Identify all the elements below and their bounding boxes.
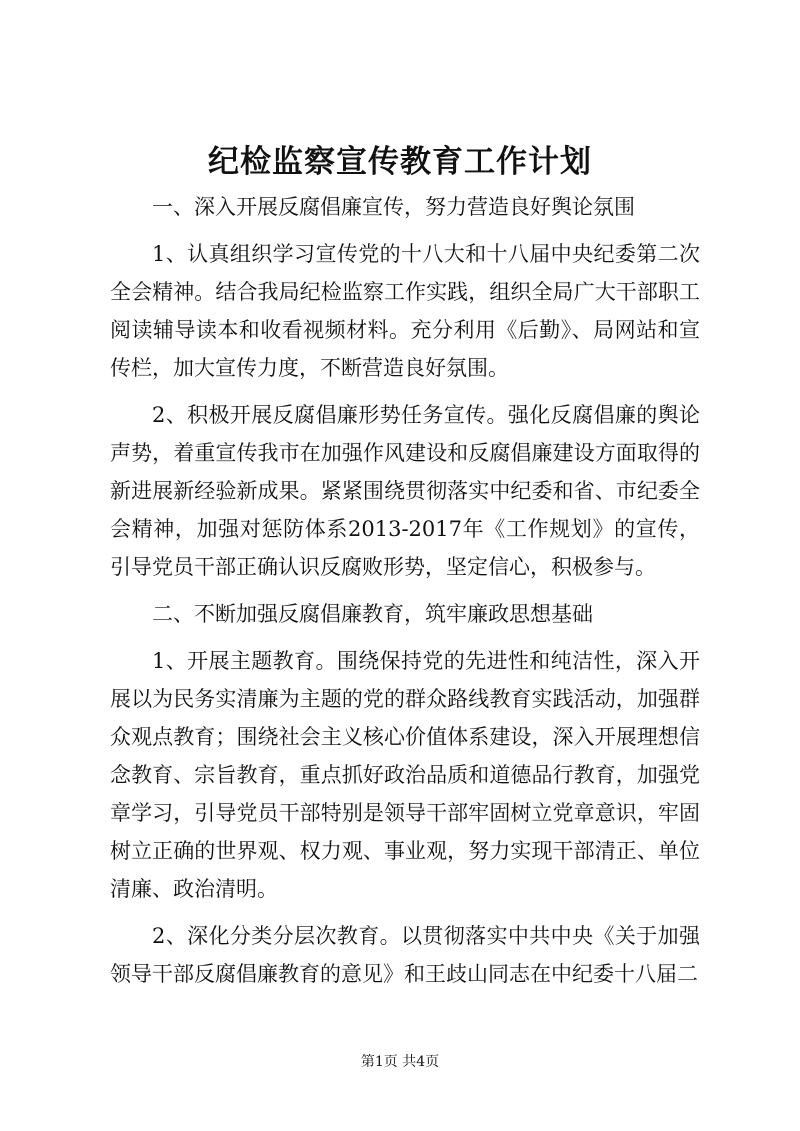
- paragraph-2: 2、积极开展反腐倡廉形势任务宣传。强化反腐倡廉的舆论声势，着重宣传我市在加强作风建设和反腐倡廉建设方面取得的新进展新经验新成果。紧紧围绕贯彻落实中纪委和省、市纪委全会精神，加强对惩防体系2013-2017年《工作规划》的宣传，引导党员干部正确认识反腐败形势，坚定信心，积极参与。: [110, 403, 700, 579]
- section-heading-2: 二、不断加强反腐倡廉教育，筑牢廉政思想基础: [152, 602, 593, 626]
- page-number-footer: 第1页 共4页: [360, 1054, 440, 1070]
- paragraph-3: 1、开展主题教育。围绕保持党的先进性和纯洁性，深入开展以为民务实清廉为主题的党的群众路线教育实践活动，加强群众观点教育；围绕社会主义核心价值体系建设，深入开展理想信念教育、宗旨教育，重点抓好政治品质和道德品行教育，加强党章学习，引导党员干部特别是领导干部牢固树立党章意识，牢固树立正确的世界观、权力观、事业观，努力实现干部清正、单位清廉、政治清明。: [110, 649, 700, 901]
- document-body: [110, 188, 700, 993]
- section-heading-1: 一、深入开展反腐倡廉宣传，努力营造良好舆论氛围: [152, 195, 635, 219]
- document-title: 纪检监察宣传教育工作计划: [208, 144, 592, 180]
- paragraph-1: 1、认真组织学习宣传党的十八大和十八届中央纪委第二次全会精神。结合我局纪检监察工作实践，组织全局广大干部职工阅读辅导读本和收看视频材料。充分利用《后勤》、局网站和宣传栏，加大宣传力度，不断营造良好氛围。: [110, 242, 700, 380]
- paragraph-4: 2、深化分类分层次教育。以贯彻落实中共中央《关于加强领导干部反腐倡廉教育的意见》和王歧山同志在中纪委十八届二: [110, 924, 700, 986]
